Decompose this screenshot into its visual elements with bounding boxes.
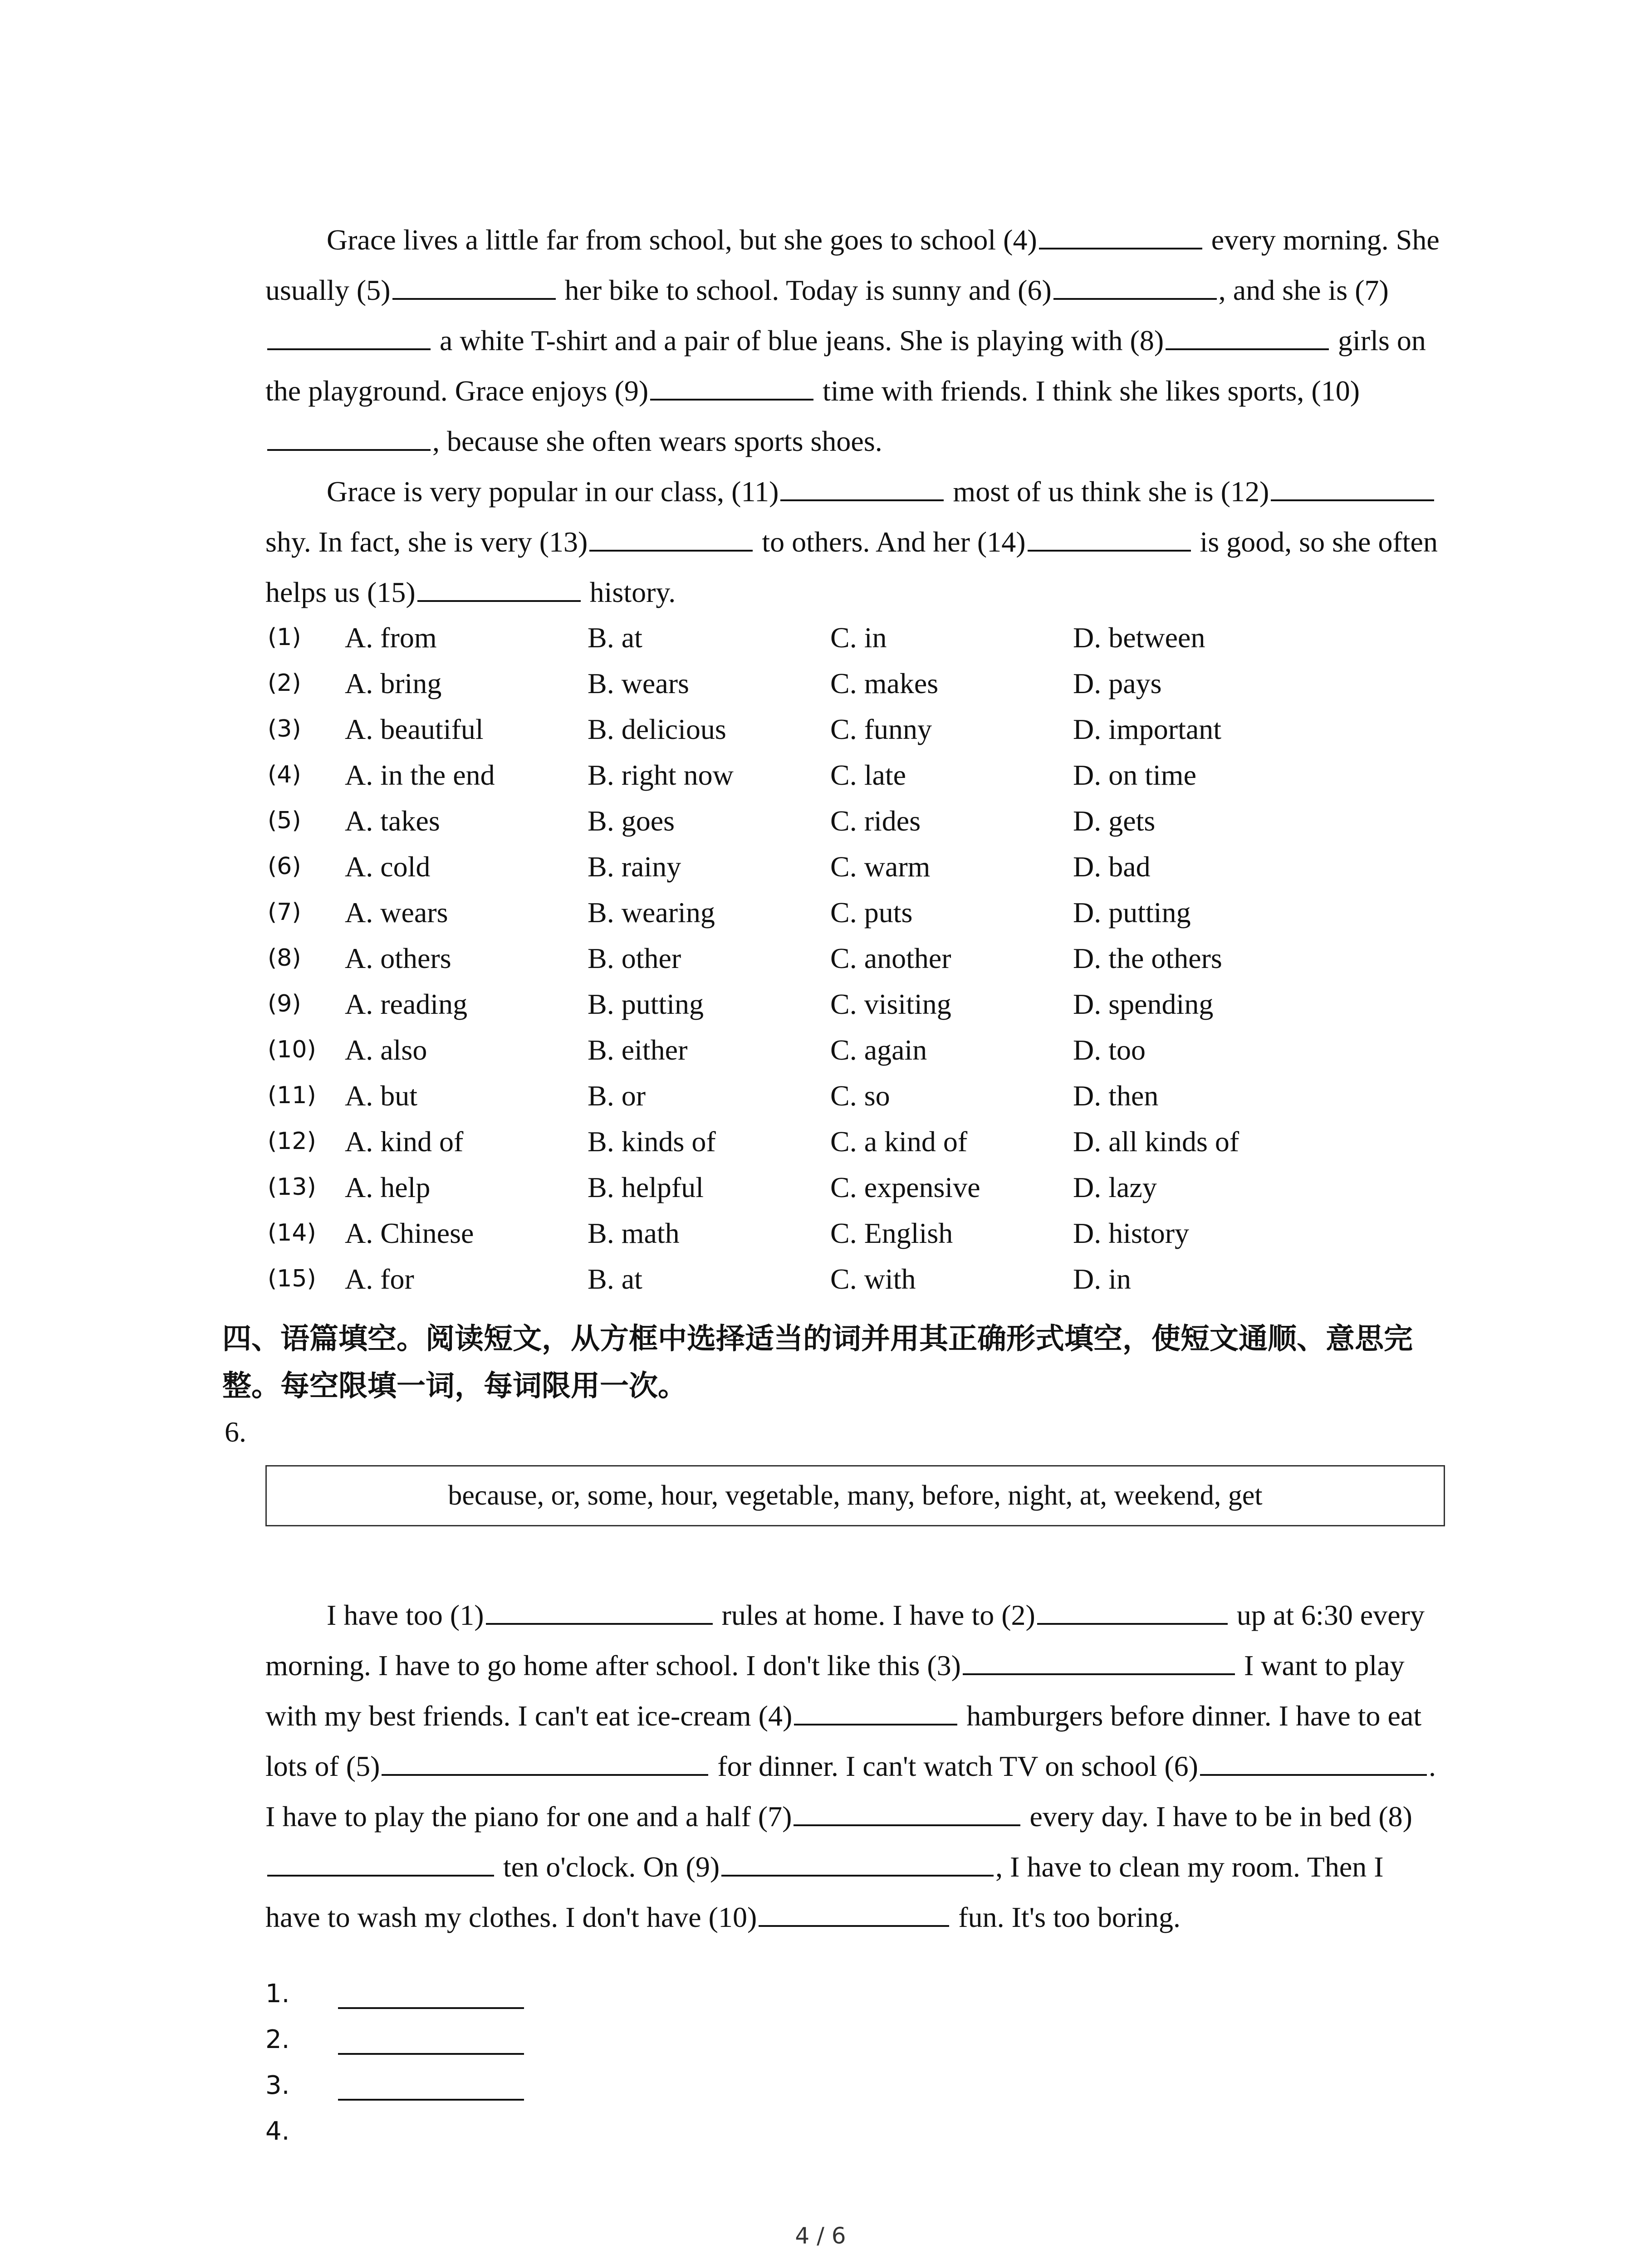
passage-two-paragraph: I have too (1) rules at home. I have to (2) up at 6:30 every morning. I have to go home after school. I don't like this (3) I want to play with my best friends. I can't eat ice-cream (4) hamburgers before dinner. I have to eat lots of (5) for dinner. I can't watch TV on school (6) . I have to play the piano for one and a half (7) every day. I have to be in bed (8) ten o'clock. On (9) , I have to clean my room. Then I have to wash my clothes. I don't have (10) fun. It's too boring. bbox=[265, 1590, 1440, 1942]
option-d[interactable]: D. lazy bbox=[1073, 1171, 1157, 1203]
option-row-3 bbox=[265, 706, 1445, 752]
question-number-6: 6. bbox=[225, 1416, 246, 1448]
option-a[interactable]: A. takes bbox=[345, 805, 440, 837]
blank-5[interactable] bbox=[392, 273, 556, 300]
option-c[interactable]: C. visiting bbox=[830, 988, 951, 1020]
option-c[interactable]: C. a kind of bbox=[830, 1125, 968, 1158]
option-a[interactable]: A. beautiful bbox=[345, 713, 484, 745]
answer-number: 3. bbox=[265, 2071, 290, 2100]
option-d[interactable]: D. the others bbox=[1073, 942, 1222, 974]
blank-9[interactable] bbox=[721, 1849, 994, 1877]
blank-6[interactable] bbox=[1200, 1749, 1427, 1776]
blank-7[interactable] bbox=[794, 1799, 1020, 1826]
blank-9[interactable] bbox=[650, 373, 813, 401]
option-a[interactable]: A. in the end bbox=[345, 759, 495, 791]
option-d[interactable]: D. history bbox=[1073, 1217, 1189, 1249]
option-b[interactable]: B. at bbox=[588, 621, 642, 654]
option-a[interactable]: A. from bbox=[345, 621, 437, 654]
blank-5[interactable] bbox=[382, 1749, 708, 1776]
option-a[interactable]: A. for bbox=[345, 1263, 414, 1295]
option-c[interactable]: C. puts bbox=[830, 896, 913, 929]
blank-12[interactable] bbox=[1271, 474, 1434, 501]
question-number: (2) bbox=[268, 670, 301, 697]
blank-15[interactable] bbox=[417, 575, 581, 602]
question-number: (6) bbox=[268, 853, 301, 880]
section-four-heading: 四、语篇填空。阅读短文，从方框中选择适当的词并用其正确形式填空，使短文通顺、意思完整。每空限填一词，每词限用一次。 bbox=[222, 1322, 1413, 1403]
option-c[interactable]: C. another bbox=[830, 942, 951, 974]
passage-one-paragraph-2: Grace is very popular in our class, (11) most of us think she is (12) shy. In fact, she is very (13) to others. And her (14) is good, so she often helps us (15) history. bbox=[265, 466, 1440, 617]
option-b[interactable]: B. wears bbox=[588, 667, 689, 699]
answer-blank-3[interactable] bbox=[338, 2099, 524, 2101]
option-d[interactable]: D. too bbox=[1073, 1034, 1146, 1066]
option-b[interactable]: B. right now bbox=[588, 759, 734, 791]
option-d[interactable]: D. important bbox=[1073, 713, 1222, 745]
blank-11[interactable] bbox=[780, 474, 944, 501]
option-d[interactable]: D. between bbox=[1073, 621, 1205, 654]
question-number: (12) bbox=[268, 1128, 316, 1155]
option-c[interactable]: C. in bbox=[830, 621, 887, 654]
option-row-12 bbox=[265, 1119, 1445, 1164]
question-number: (9) bbox=[268, 990, 301, 1017]
blank-4[interactable] bbox=[1039, 222, 1202, 249]
blank-14[interactable] bbox=[1028, 524, 1191, 552]
option-row-6 bbox=[265, 844, 1445, 890]
blank-3[interactable] bbox=[963, 1648, 1235, 1675]
blank-8[interactable] bbox=[267, 1849, 494, 1877]
option-b[interactable]: B. math bbox=[588, 1217, 680, 1249]
option-a[interactable]: A. also bbox=[345, 1034, 427, 1066]
option-c[interactable]: C. expensive bbox=[830, 1171, 980, 1203]
option-a[interactable]: A. cold bbox=[345, 850, 431, 883]
option-c[interactable]: C. English bbox=[830, 1217, 953, 1249]
option-a[interactable]: A. Chinese bbox=[345, 1217, 474, 1249]
answer-blank-2[interactable] bbox=[338, 2053, 524, 2055]
option-row-10 bbox=[265, 1027, 1445, 1073]
question-number: (8) bbox=[268, 944, 301, 972]
option-row-11 bbox=[265, 1073, 1445, 1119]
option-a[interactable]: A. but bbox=[345, 1080, 417, 1112]
option-row-13 bbox=[265, 1164, 1445, 1210]
option-b[interactable]: B. rainy bbox=[588, 850, 681, 883]
blank-1[interactable] bbox=[486, 1598, 713, 1625]
option-row-9 bbox=[265, 981, 1445, 1027]
blank-8[interactable] bbox=[1166, 323, 1329, 350]
answer-number: 2. bbox=[265, 2025, 290, 2054]
question-number: (1) bbox=[268, 624, 301, 651]
passage-one-paragraph-1: Grace lives a little far from school, but she goes to school (4) every morning. She usually (5) her bike to school. Today is sunny and (6) , and she is (7) a white T-shirt and a pair of blue jeans. She is playing with (8) girls on the playground. Grace enjoys (9) time with friends. I think she likes sports, (10), because she often wears sports shoes. bbox=[265, 215, 1440, 466]
word-box-text: because, or, some, hour, vegetable, many, before, night, at, weekend, get bbox=[448, 1480, 1263, 1511]
blank-7[interactable] bbox=[267, 323, 431, 350]
option-c[interactable]: C. late bbox=[830, 759, 906, 791]
option-c[interactable]: C. funny bbox=[830, 713, 932, 745]
answer-blank-1[interactable] bbox=[338, 2007, 524, 2009]
passage-one bbox=[265, 215, 1440, 617]
question-number: (14) bbox=[268, 1219, 316, 1246]
answer-number: 1. bbox=[265, 1979, 290, 2009]
option-d[interactable]: D. gets bbox=[1073, 805, 1156, 837]
option-d[interactable]: D. on time bbox=[1073, 759, 1196, 791]
options-list bbox=[265, 615, 1445, 1302]
option-b[interactable]: B. kinds of bbox=[588, 1125, 716, 1158]
option-c[interactable]: C. rides bbox=[830, 805, 921, 837]
question-number: (11) bbox=[268, 1082, 316, 1109]
option-a[interactable]: A. kind of bbox=[345, 1125, 464, 1158]
option-c[interactable]: C. with bbox=[830, 1263, 916, 1295]
option-d[interactable]: D. in bbox=[1073, 1263, 1131, 1295]
option-row-2 bbox=[265, 660, 1445, 706]
option-c[interactable]: C. warm bbox=[830, 850, 931, 883]
option-c[interactable]: C. makes bbox=[830, 667, 939, 699]
question-number: (4) bbox=[268, 761, 301, 788]
question-number: (7) bbox=[268, 899, 301, 926]
option-b[interactable]: B. goes bbox=[588, 805, 675, 837]
question-number: (10) bbox=[268, 1036, 316, 1063]
option-row-4 bbox=[265, 752, 1445, 798]
question-number: (5) bbox=[268, 807, 301, 834]
passage-two bbox=[265, 1590, 1440, 1942]
option-b[interactable]: B. delicious bbox=[588, 713, 726, 745]
blank-10[interactable] bbox=[267, 424, 431, 451]
option-b[interactable]: B. putting bbox=[588, 988, 704, 1020]
option-a[interactable]: A. help bbox=[345, 1171, 431, 1203]
question-number: (15) bbox=[268, 1265, 316, 1292]
option-a[interactable]: A. reading bbox=[345, 988, 468, 1020]
option-a[interactable]: A. others bbox=[345, 942, 451, 974]
option-row-14 bbox=[265, 1210, 1445, 1256]
option-b[interactable]: B. other bbox=[588, 942, 681, 974]
option-c[interactable]: C. again bbox=[830, 1034, 927, 1066]
option-a[interactable]: A. bring bbox=[345, 667, 442, 699]
option-d[interactable]: D. then bbox=[1073, 1080, 1159, 1112]
option-b[interactable]: B. either bbox=[588, 1034, 688, 1066]
option-b[interactable]: B. wearing bbox=[588, 896, 715, 929]
answer-number: 4. bbox=[265, 2116, 290, 2146]
option-row-8 bbox=[265, 935, 1445, 981]
option-row-15 bbox=[265, 1256, 1445, 1302]
option-row-7 bbox=[265, 890, 1445, 935]
blank-4[interactable] bbox=[794, 1698, 957, 1725]
option-d[interactable]: D. spending bbox=[1073, 988, 1214, 1020]
blank-6[interactable] bbox=[1053, 273, 1217, 300]
option-c[interactable]: C. so bbox=[830, 1080, 890, 1112]
option-d[interactable]: D. bad bbox=[1073, 850, 1151, 883]
blank-10[interactable] bbox=[759, 1900, 949, 1927]
option-row-1 bbox=[265, 615, 1445, 660]
question-number: (13) bbox=[268, 1173, 316, 1201]
blank-13[interactable] bbox=[589, 524, 753, 552]
option-row-5 bbox=[265, 798, 1445, 844]
option-d[interactable]: D. putting bbox=[1073, 896, 1191, 929]
option-b[interactable]: B. helpful bbox=[588, 1171, 704, 1203]
page-number: 4 / 6 bbox=[795, 2223, 846, 2249]
question-number: (3) bbox=[268, 715, 301, 743]
option-b[interactable]: B. or bbox=[588, 1080, 646, 1112]
word-box bbox=[265, 1465, 1445, 1526]
option-b[interactable]: B. at bbox=[588, 1263, 642, 1295]
option-d[interactable]: D. pays bbox=[1073, 667, 1162, 699]
blank-2[interactable] bbox=[1037, 1598, 1228, 1625]
option-a[interactable]: A. wears bbox=[345, 896, 448, 929]
option-d[interactable]: D. all kinds of bbox=[1073, 1125, 1239, 1158]
